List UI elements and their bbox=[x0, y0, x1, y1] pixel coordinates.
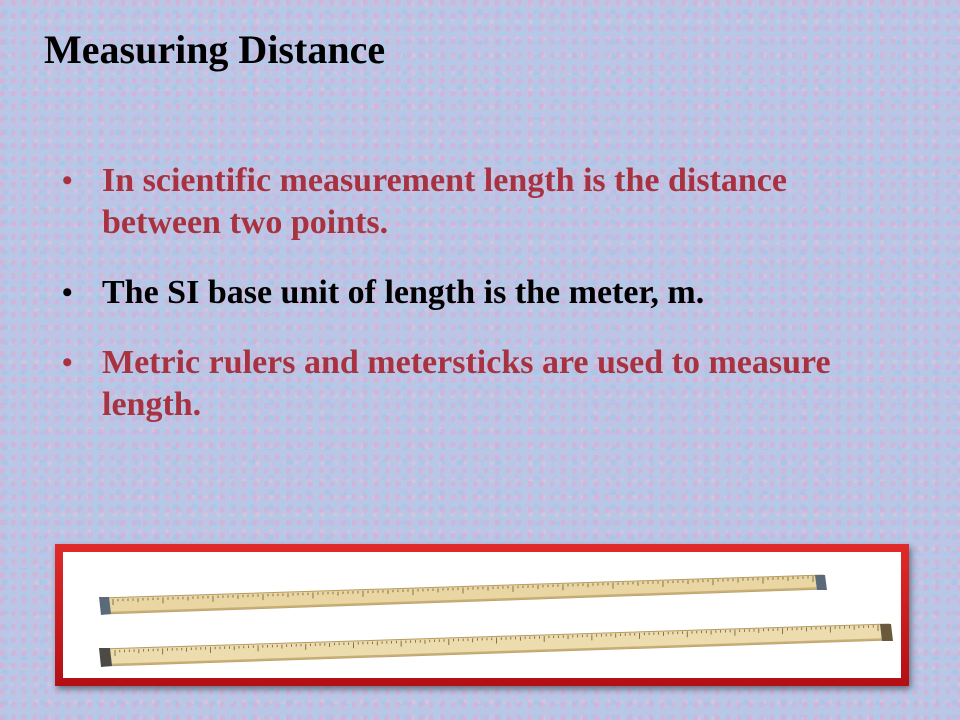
bullet-item bbox=[62, 342, 882, 426]
bullet-marker: • bbox=[62, 276, 73, 309]
photo-canvas bbox=[63, 552, 901, 678]
bullet-marker: • bbox=[62, 346, 73, 379]
bullet-text: The SI base unit of length is the meter, m. bbox=[102, 274, 705, 311]
meter-sticks-photo bbox=[55, 544, 909, 686]
bullet-list bbox=[62, 160, 882, 426]
bullet-item bbox=[62, 272, 882, 314]
meter-sticks-illustration bbox=[63, 552, 901, 678]
bullet-text: In scientific measurement length is the distance between two points. bbox=[102, 162, 787, 241]
bullet-text: Metric rulers and metersticks are used to measure length. bbox=[102, 344, 831, 423]
meter-stick-upper bbox=[99, 575, 827, 615]
slide-title: Measuring Distance bbox=[44, 27, 386, 72]
meter-stick-lower bbox=[99, 624, 893, 667]
bullet-marker: • bbox=[62, 164, 73, 197]
bullet-item bbox=[62, 160, 882, 244]
